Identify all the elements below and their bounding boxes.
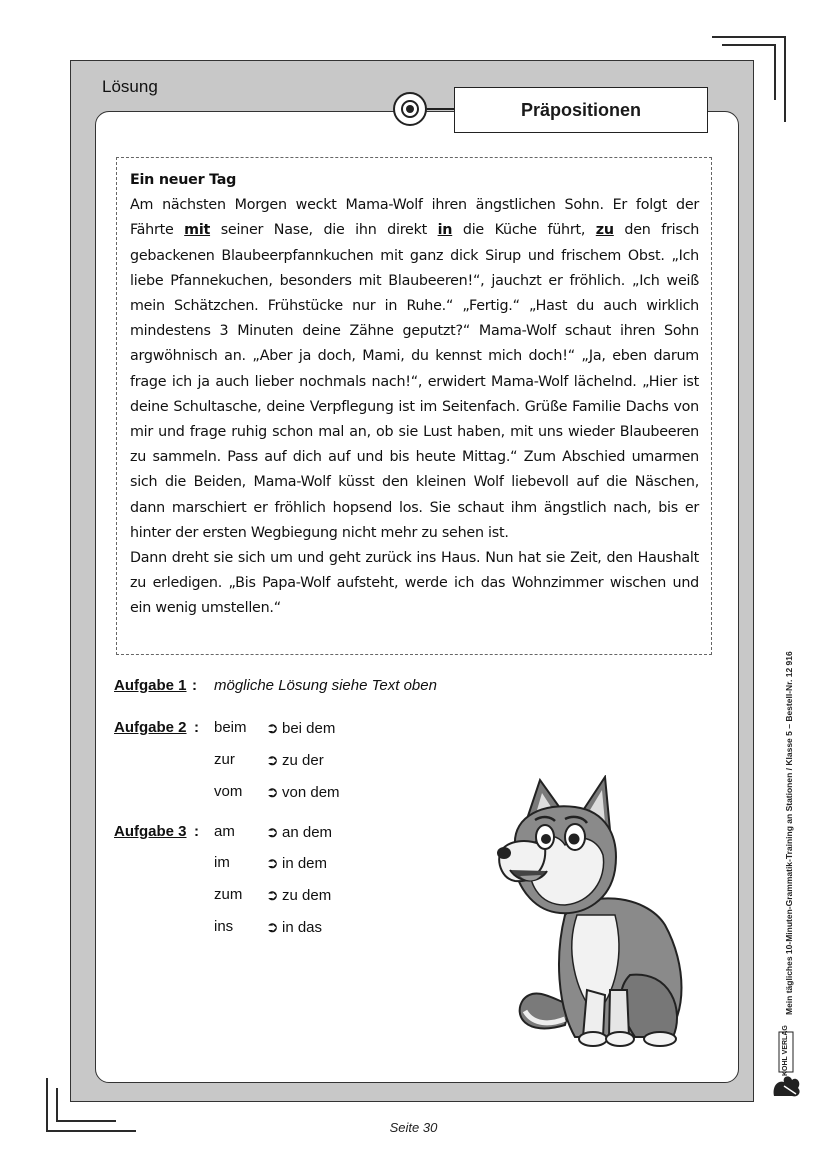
story-paragraph-1: Am nächsten Morgen weckt Mama-Wolf ihren ängstlichen Sohn. Er folgt der Fährte mit seiner Nase, die ihn direkt in die Küche führt, zu den frisch gebackenen Blaubeerpfannkuchen mit ganz dick Sirup und frischem Obst. „Ich liebe Pfannekuchen, besonders mit Blaubeeren!“, jauchzt er fröhlich. „Ich weiß mein Schätzchen. Frühstücke nur in Ruhe.“ „Fertig.“ „Hast du auch wirklich mindestens 3 Minuten deine Zähne geputzt?“ Mama-Wolf schaut ihren Sohn argwöhnisch an. „Aber ja doch, Mami, du kennst mich doch!“ „Ja, eben darum frage ich ja auch lieber nochmals nach!“, erwidert Mama-Wolf lächelnd. „Hier ist deine Schultasche, deine Verpflegung ist im Seitenfach. Grüße Familie Dachs von mir und frage ruhig schon mal an, ob sie Lust haben, mit uns wieder Blaubeeren zu sammeln. Pass auf dich auf und bis heute Mittag.“ Zum Abschied umarmen sich die Beiden, Mama-Wolf küsst den kleinen Wolf liebevoll auf die Näschen, dann marschiert er fröhlich hopsend los. Sie schaut ihm ängstlich nach, bis er hinter der ersten Wegbiegung nicht mehr zu sehen ist. xyxy=(130,197,700,541)
title-connector xyxy=(427,108,454,110)
arrow-icon: ➲ xyxy=(266,752,279,769)
arrow-icon: ➲ xyxy=(266,855,279,872)
corner-line-top-right-h1 xyxy=(712,36,786,38)
arrow-icon: ➲ xyxy=(266,824,279,841)
corner-line-top-right-h2 xyxy=(722,44,776,46)
preposition-in: in xyxy=(437,222,453,239)
story-box xyxy=(116,157,712,655)
task-2-label: Aufgabe 2 xyxy=(114,719,187,736)
arrow-icon: ➲ xyxy=(266,919,279,936)
corner-line-top-right-v2 xyxy=(774,44,776,100)
topic-title: Präpositionen xyxy=(454,87,708,133)
corner-line-bottom-left-v2 xyxy=(56,1088,58,1122)
task-3-label: Aufgabe 3 xyxy=(114,823,187,840)
task-1-text: mögliche Lösung siehe Text oben xyxy=(214,677,437,694)
story-paragraph-2: Dann dreht sie sich um und geht zurück ins Haus. Nun hat sie Zeit, den Haushalt zu erledigen. „Bis Papa-Wolf aufsteht, werde ich das Wohnzimmer wischen und ein wenig umstellen.“ xyxy=(130,550,699,617)
arrow-icon: ➲ xyxy=(266,784,279,801)
corner-line-top-right-v1 xyxy=(784,36,786,122)
task-1-label: Aufgabe 1 xyxy=(114,677,187,694)
arrow-icon: ➲ xyxy=(266,887,279,904)
wolf-illustration xyxy=(495,775,695,1060)
target-icon xyxy=(393,92,427,126)
preposition-zu: zu xyxy=(595,222,614,239)
preposition-mit: mit xyxy=(184,222,211,239)
publisher-logo-text: KOHL VERLAG xyxy=(782,1025,789,1076)
page-number: Seite 30 xyxy=(389,1120,438,1135)
arrow-icon: ➲ xyxy=(266,720,279,737)
solution-label: Lösung xyxy=(102,77,158,96)
publication-info: Mein tägliches 10-Minuten-Grammatik-Training an Stationen / Klasse 5 – Bestell-Nr. 12 916 xyxy=(784,651,794,1015)
story-title: Ein neuer Tag xyxy=(130,172,237,188)
